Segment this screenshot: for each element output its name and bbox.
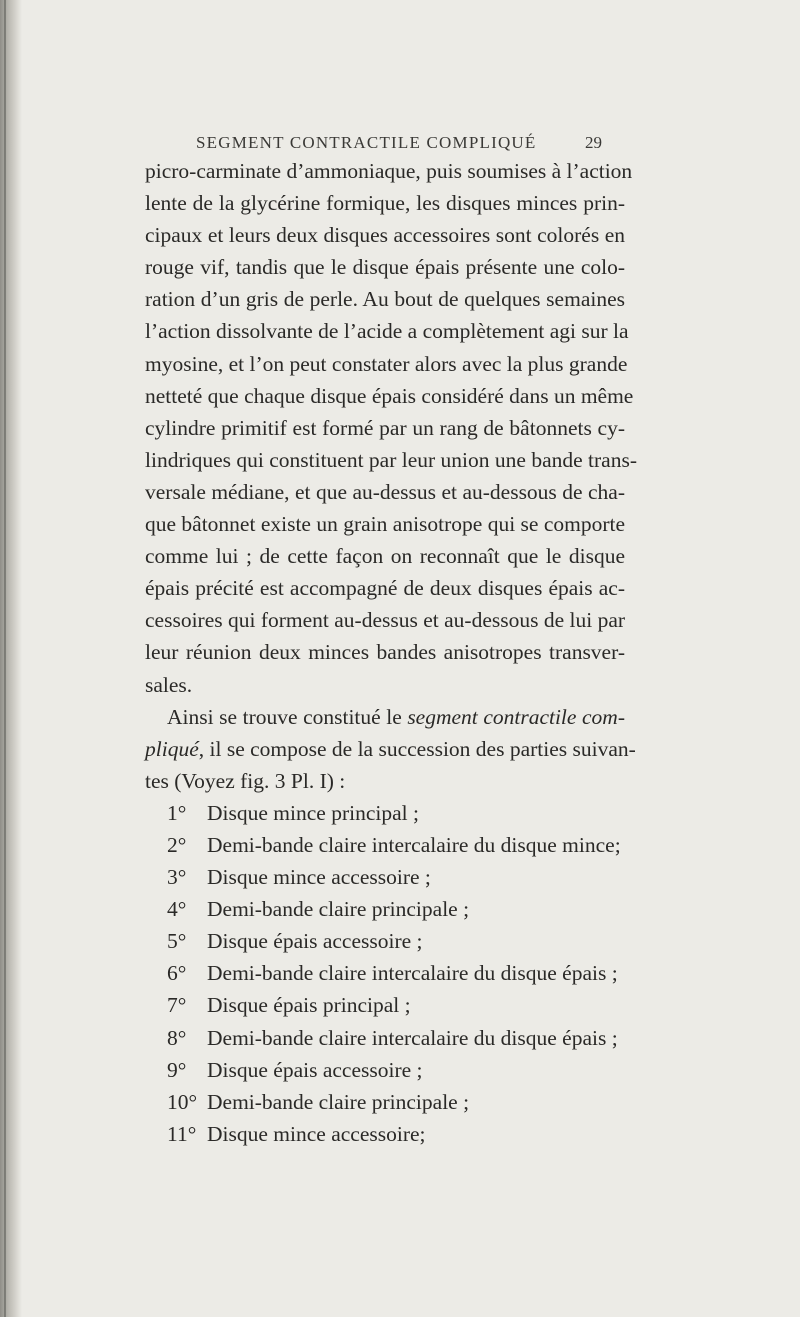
paragraph-1-line: versale médiane, et que au-dessus et au-dessous de cha-: [145, 479, 625, 504]
paragraph-1-line: leur réunion deux minces bandes anisotropes transver-: [145, 640, 625, 665]
list-item-text: Disque mince accessoire ;: [207, 865, 431, 890]
paragraph-1: [145, 155, 637, 701]
list-item: [145, 1054, 625, 1086]
paragraph-1-line: cylindre primitif est formé par un rang de bâtonnets cy-: [145, 415, 625, 440]
paragraph-1-line: netteté que chaque disque épais considéré dans un même: [145, 383, 634, 408]
italic-term: pliqué: [145, 736, 199, 761]
list-item: [145, 1118, 625, 1150]
list-item-number: 6°: [167, 961, 187, 986]
paragraph-1-line: que bâtonnet existe un grain anisotrope qui se comporte: [145, 512, 626, 537]
paragraph-1-line: sales.: [145, 672, 193, 697]
paragraph-1-line: cipaux et leurs deux disques accessoires sont colorés en: [145, 223, 625, 248]
list-item-number: 1°: [167, 800, 187, 825]
list-item-number: 5°: [167, 929, 187, 954]
paragraph-1-line: myosine, et l’on peut constater alors avec la plus grande: [145, 351, 628, 376]
paragraph-1-line: épais précité est accompagné de deux disques épais ac-: [145, 576, 625, 601]
paragraph-2-text: Ainsi se trouve constitué le: [167, 704, 408, 729]
paragraph-1-line: comme lui ; de cette façon on reconnaît que le disque: [145, 544, 625, 569]
list-item-text: Disque épais principal ;: [207, 993, 411, 1018]
page-number: 29: [585, 133, 602, 152]
list-item-number: 2°: [167, 832, 187, 857]
list-item: [145, 925, 625, 957]
paragraph-1-line: lente de la glycérine formique, les disques minces prin-: [145, 191, 625, 216]
list-item-number: 9°: [167, 1057, 187, 1082]
list-item-text: Demi-bande claire intercalaire du disque mince;: [207, 832, 621, 857]
list-item: [145, 957, 625, 989]
list-item-text: Demi-bande claire principale ;: [207, 897, 470, 922]
paragraph-2-line-2: [145, 733, 636, 765]
italic-term: segment contractile com-: [407, 704, 625, 729]
list-item: [145, 989, 625, 1021]
list-item-text: Demi-bande claire principale ;: [207, 1089, 470, 1114]
paragraph-1-line: rouge vif, tandis que le disque épais présente une colo-: [145, 255, 625, 280]
paragraph-2-text: , il se compose de la succession des parties suivan-: [198, 736, 636, 761]
list-item: [145, 861, 625, 893]
list-item: [145, 893, 625, 925]
list-item-text: Disque épais accessoire ;: [207, 929, 423, 954]
running-head: SEGMENT CONTRACTILE COMPLIQUÉ: [196, 133, 537, 152]
paragraph-1-line: cessoires qui forment au-dessus et au-dessous de lui par: [145, 608, 626, 633]
paragraph-1-line: ration d’un gris de perle. Au bout de quelques semaines: [145, 287, 625, 312]
list-item-text: Disque mince principal ;: [207, 800, 419, 825]
body-text: [145, 155, 637, 1150]
list-item-number: 8°: [167, 1025, 187, 1050]
list-item-number: 3°: [167, 865, 187, 890]
paragraph-2-line-1: [145, 701, 625, 733]
list-item-text: Demi-bande claire intercalaire du disque épais ;: [207, 961, 618, 986]
paragraph-1-line: lindriques qui constituent par leur union une bande trans-: [145, 447, 637, 472]
list-item: [145, 829, 625, 861]
list-item-number: 10°: [167, 1089, 198, 1114]
page-binding-edge: [4, 0, 6, 1317]
list-item: [145, 1022, 625, 1054]
list-item-number: 11°: [167, 1121, 197, 1146]
list-item: [145, 1086, 625, 1118]
list-item-text: Demi-bande claire intercalaire du disque épais ;: [207, 1025, 618, 1050]
list-item-number: 4°: [167, 897, 187, 922]
numbered-list: [145, 797, 625, 1150]
list-item-text: Disque mince accessoire;: [207, 1121, 426, 1146]
paragraph-1-line: l’action dissolvante de l’acide a complètement agi sur la: [145, 319, 629, 344]
paragraph-2-line-3: tes (Voyez fig. 3 Pl. I) :: [145, 768, 346, 793]
list-item: [145, 797, 625, 829]
list-item-number: 7°: [167, 993, 187, 1018]
list-item-text: Disque épais accessoire ;: [207, 1057, 423, 1082]
paragraph-1-line: picro-carminate d’ammoniaque, puis soumises à l’action: [145, 159, 633, 183]
